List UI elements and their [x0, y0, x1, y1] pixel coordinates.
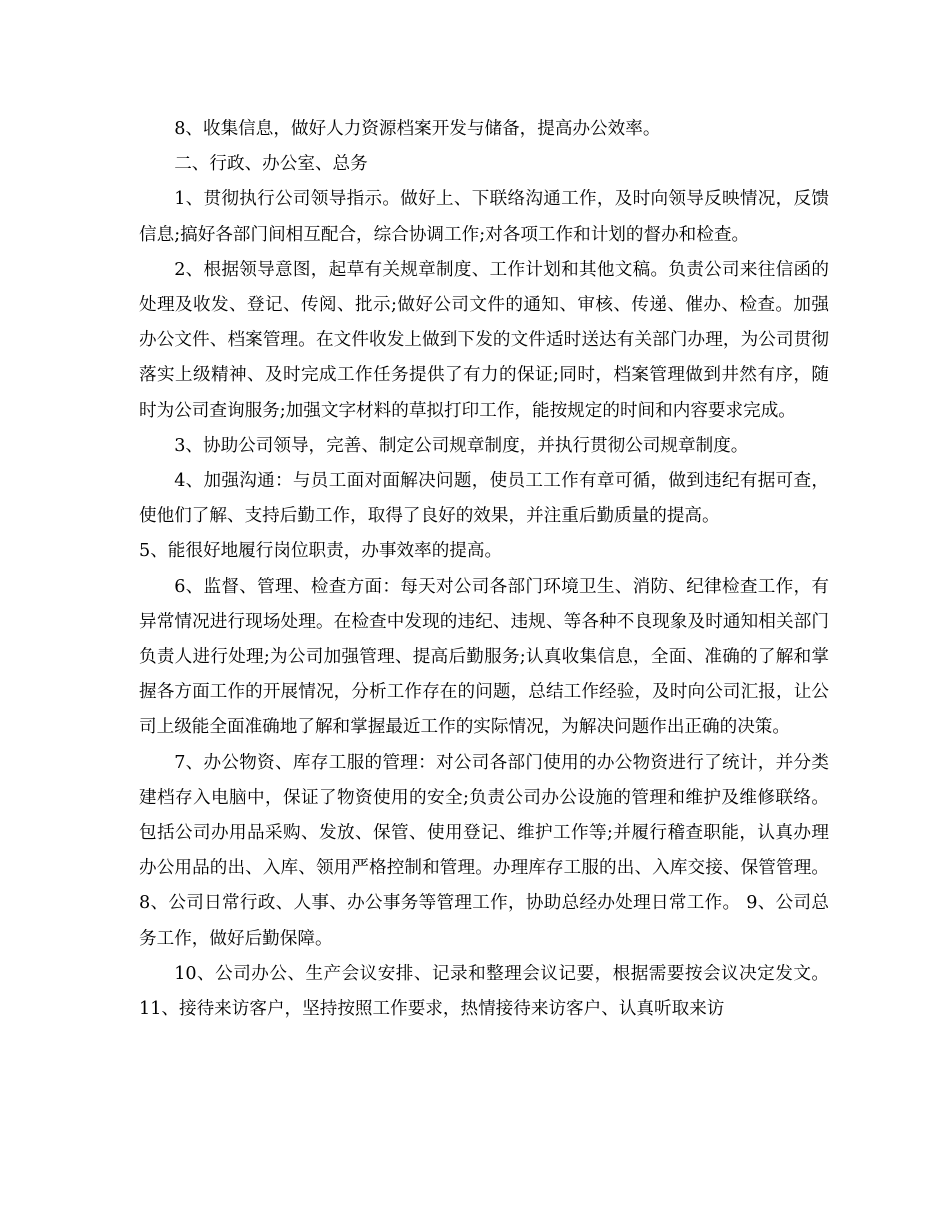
paragraph-item-4: 4、加强沟通：与员工面对面解决问题，使员工工作有章可循，做到违纪有据可查，使他们了解、支持后勤工作，取得了良好的效果，并注重后勤质量的提高。 — [139, 471, 829, 527]
paragraph-item-5: 5、能很好地履行岗位职责，办事效率的提高。 — [139, 541, 503, 562]
section-heading-admin: 二、行政、办公室、总务 — [174, 154, 368, 175]
paragraph-item-10: 10、公司办公、生产会议安排、记录和整理会议记要，根据需要按会议决定发文。 11、接待来访客户，坚持按照工作要求，热情接待来访客户、认真听取来访 — [139, 963, 829, 1020]
paragraph-item-2: 2、根据领导意图，起草有关规章制度、工作计划和其他文稿。负责公司来往信函的处理及收发、登记、传阅、批示;做好公司文件的通知、审核、传递、催办、检查。加强办公文件、档案管理。在文件收发上做到下发的文件适时送达有关部门办理，为公司贯彻落实上级精神、及时完成工作任务提供了有力的保证;同时，档案管理做到井然有序，随时为公司查询服务;加强文字材料的草拟打印工作，能按规定的时间和内容要求完成。 — [139, 259, 829, 421]
paragraph-item-3: 3、协助公司领导，完善、制定公司规章制度，并执行贯彻公司规章制度。 — [174, 435, 749, 456]
paragraph-item-6: 6、监督、管理、检查方面：每天对公司各部门环境卫生、消防、纪律检查工作，有异常情况进行现场处理。在检查中发现的违纪、违规、等各种不良现象及时通知相关部门负责人进行处理;为公司加强管理、提高后勤服务;认真收集信息，全面、准确的了解和掌握各方面工作的开展情况，分析工作存在的问题，总结工作经验，及时向公司汇报，让公司上级能全面准确地了解和掌握最近工作的实际情况，为解决问题作出正确的决策。 — [139, 576, 829, 738]
paragraph-item-7: 7、办公物资、库存工服的管理：对公司各部门使用的办公物资进行了统计，并分类建档存入电脑中，保证了物资使用的安全;负责公司办公设施的管理和维护及维修联络。包括公司办用品采购、发放、保管、使用登记、维护工作等;并履行稽查职能，认真办理办公用品的出、入库、领用严格控制和管理。办理库存工服的出、入库交接、保管管理。 8、公司日常行政、人事、办公事务等管理工作，协助总经办处理日常工作。 9、公司总务工作，做好后勤保障。 — [139, 752, 829, 949]
paragraph-item-8: 8、收集信息，做好人力资源档案开发与储备，提高办公效率。 — [174, 119, 661, 139]
paragraph-item-1: 1、贯彻执行公司领导指示。做好上、下联络沟通工作，及时向领导反映情况，反馈信息;搞好各部门间相互配合，综合协调工作;对各项工作和计划的督办和检查。 — [139, 189, 829, 245]
document-page — [139, 112, 829, 1027]
